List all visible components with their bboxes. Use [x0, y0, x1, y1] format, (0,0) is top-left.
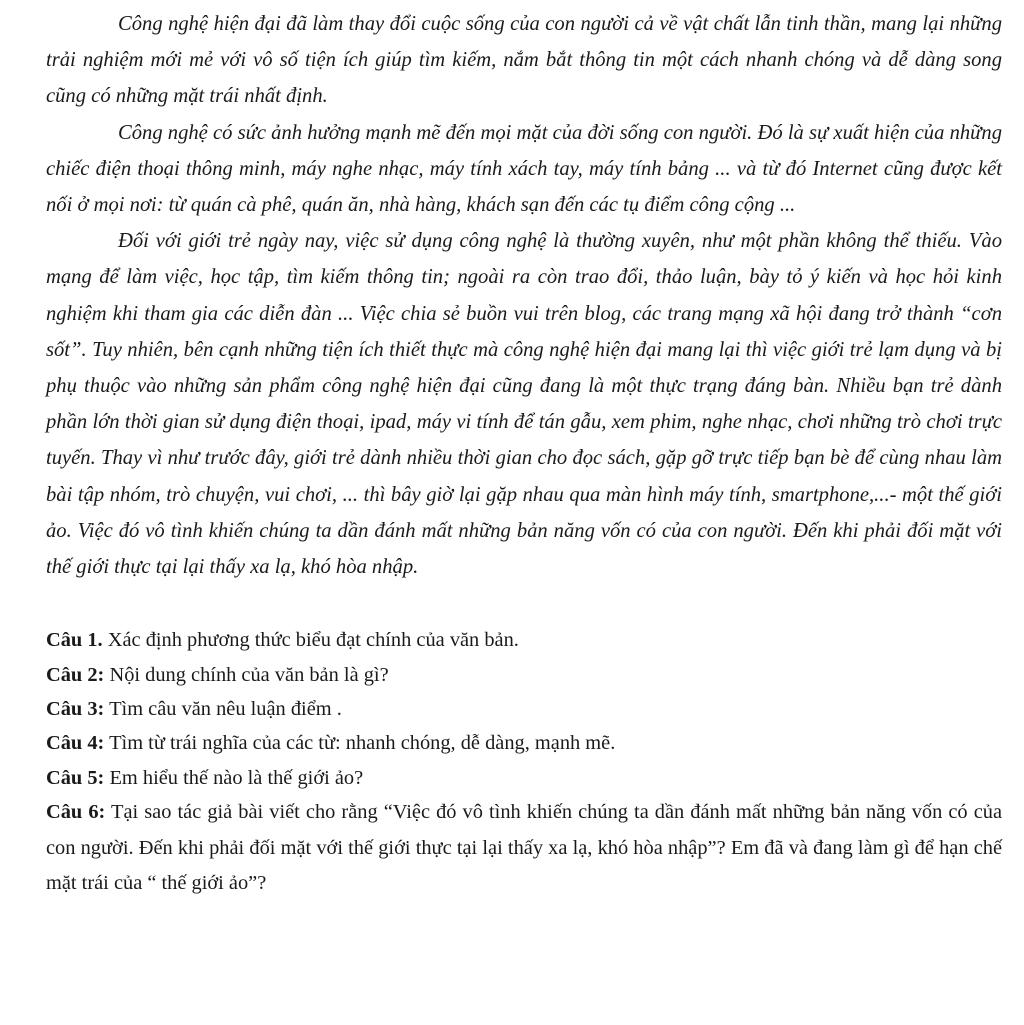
- question-5-text: Em hiểu thế nào là thế giới ảo?: [109, 766, 364, 789]
- question-4-text: Tìm từ trái nghĩa của các từ: nhanh chóng, dễ dàng, mạnh mẽ.: [109, 732, 616, 755]
- passage-paragraph-1: Công nghệ hiện đại đã làm thay đổi cuộc sống của con người cả về vật chất lẫn tinh thần, mang lại những trải nghiệm mới mẻ với vô số tiện ích giúp tìm kiếm, nắm bắt thông tin một cách nhanh chóng và dễ dàng song cũng có những mặt trái nhất định.: [46, 13, 1002, 108]
- passage-paragraph-2: Công nghệ có sức ảnh hưởng mạnh mẽ đến mọi mặt của đời sống con người. Đó là sự xuất hiện của những chiếc điện thoại thông minh, máy nghe nhạc, máy tính xách tay, máy tính bảng ... và từ đó Internet cũng được kết nối ở mọi nơi: từ quán cà phê, quán ăn, nhà hàng, khách sạn đến các tụ điểm công cộng ...: [46, 121, 1002, 217]
- question-3: [46, 692, 1002, 726]
- question-5: [46, 761, 1002, 795]
- question-5-label: Câu 5:: [46, 766, 105, 789]
- document-page: [46, 6, 1002, 902]
- question-6: [46, 795, 1002, 902]
- question-list: [46, 623, 1002, 902]
- question-2-text: Nội dung chính của văn bản là gì?: [109, 663, 389, 686]
- question-1-text: Xác định phương thức biểu đạt chính của văn bản.: [107, 629, 519, 652]
- question-1-label: Câu 1.: [46, 629, 103, 652]
- passage-paragraph-3: Đối với giới trẻ ngày nay, việc sử dụng công nghệ là thường xuyên, như một phần không thể thiếu. Vào mạng để làm việc, học tập, tìm kiếm thông tin; ngoài ra còn trao đổi, thảo luận, bày tỏ ý kiến và học hỏi kinh nghiệm khi tham gia các diễn đàn ... Việc chia sẻ buồn vui trên blog, các trang mạng xã hội đang trở thành “cơn sốt”. Tuy nhiên, bên cạnh những tiện ích thiết thực mà công nghệ hiện đại mang lại thì việc giới trẻ lạm dụng và bị phụ thuộc vào những sản phẩm công nghệ hiện đại cũng đang là một thực trạng đáng bàn. Nhiều bạn trẻ dành phần lớn thời gian sử dụng điện thoại, ipad, máy vi tính để tán gẫu, xem phim, nghe nhạc, chơi những trò chơi trực tuyến. Thay vì như trước đây, giới trẻ dành nhiều thời gian cho đọc sách, gặp gỡ trực tiếp bạn bè để cùng nhau làm bài tập nhóm, trò chuyện, vui chơi, ... thì bây giờ lại gặp nhau qua màn hình máy tính, smartphone,...- một thế giới ảo. Việc đó vô tình khiến chúng ta dần đánh mất những bản năng vốn có của con người. Đến khi phải đối mặt với thế giới thực tại lại thấy xa lạ, khó hòa nhập.: [46, 230, 1002, 579]
- question-3-text: Tìm câu văn nêu luận điểm .: [109, 698, 342, 721]
- reading-passage: [46, 6, 1002, 585]
- question-2: [46, 658, 1002, 692]
- question-3-label: Câu 3:: [46, 698, 105, 721]
- question-6-text: Tại sao tác giả bài viết cho rằng “Việc đó vô tình khiến chúng ta dần đánh mất những bản năng vốn có của con người. Đến khi phải đối mặt với thế giới thực tại lại thấy xa lạ, khó hòa nhập”? Em đã và đang làm gì để hạn chế mặt trái của “ thế giới ảo”?: [46, 801, 1002, 895]
- question-4: [46, 726, 1002, 760]
- question-1: [46, 623, 1002, 657]
- question-4-label: Câu 4:: [46, 732, 105, 755]
- question-6-label: Câu 6:: [46, 801, 106, 824]
- question-2-label: Câu 2:: [46, 663, 105, 686]
